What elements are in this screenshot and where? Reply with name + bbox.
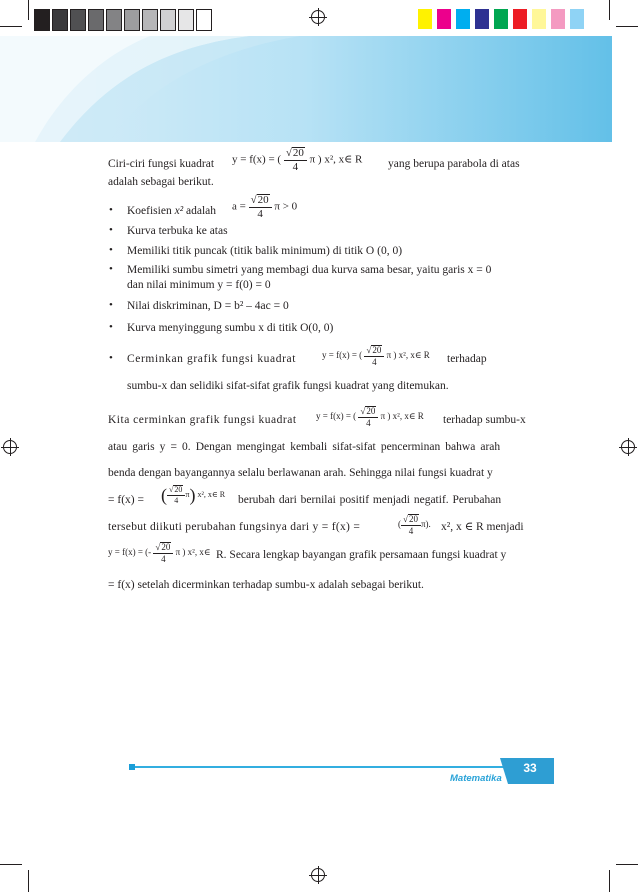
color-swatch (475, 9, 489, 29)
gray-swatch (52, 9, 68, 31)
gray-swatch (106, 9, 122, 31)
bullet-7-marker: • (109, 352, 113, 364)
gray-swatch (142, 9, 158, 31)
color-swatch (570, 9, 584, 29)
bullet-4-marker: • (109, 263, 113, 275)
eq-y: y = f(x) = ( (232, 153, 282, 166)
b1-text: Koefisien (127, 205, 172, 217)
denominator: 4 (161, 554, 166, 564)
gray-swatch (160, 9, 176, 31)
bullet-4-line-2: dan nilai minimum y = f(0) = 0 (127, 279, 271, 291)
bullet-7-line-2: sumbu-x dan selidiki sifat-sifat grafik fungsi kuadrat yang ditemukan. (127, 380, 449, 392)
gray-swatch (34, 9, 50, 31)
pi: π (386, 350, 392, 361)
para-line-1-tail: terhadap sumbu-x (443, 414, 526, 426)
bullet-7: Cerminkan grafik fungsi kuadrat (127, 353, 297, 365)
intro-tail: yang berupa parabola di atas (388, 158, 520, 170)
fraction: $\frac{√20}{4}$ (364, 345, 384, 367)
footer-subject: Matematika (450, 773, 502, 784)
eq-close: ). (425, 519, 431, 530)
eq-x2: x², x∈ (187, 547, 211, 558)
eq-y-neg: y = f(x) = (- (108, 547, 152, 558)
page-number: 33 (523, 761, 537, 775)
para-line-7: = f(x) setelah dicerminkan terhadap sumbu-x adalah sebagai berikut. (108, 579, 424, 591)
bullet-7-equation (322, 345, 430, 367)
para-line-1: Kita cerminkan grafik fungsi kuadrat (108, 414, 297, 426)
eq-domain: ) x², x∈ R (317, 153, 363, 166)
para-line-2: atau garis y = 0. Dengan mengingat kembali sifat-sifat pencerminan bahwa arah (108, 441, 501, 453)
sqrt-arg: 20 (372, 345, 382, 355)
b1-x2: x² (174, 205, 184, 217)
header-band (0, 36, 612, 142)
gray-swatch (88, 9, 104, 31)
registration-mark-left (3, 440, 17, 454)
denominator: 4 (366, 418, 371, 428)
registration-mark-right (621, 440, 635, 454)
para-line-5-tail: x², x ∈ R menjadi (441, 521, 524, 533)
eq-a: a = (232, 200, 246, 213)
fraction: $\frac{√20}{4}$ (249, 194, 272, 220)
fraction: $\frac{√20}{4}$ (401, 514, 421, 536)
pi: π (175, 547, 181, 558)
color-swatch (437, 9, 451, 29)
b1-mid: adalah (186, 205, 217, 217)
denominator: 4 (292, 161, 299, 173)
para-line-3: benda dengan bayangannya selalu berlawanan arah. Sehingga nilai fungsi kuadrat y (108, 467, 493, 479)
bullet-7-tail: terhadap (447, 353, 487, 365)
color-swatch (418, 9, 432, 29)
bullet-6-marker: • (109, 321, 113, 333)
gray-swatch (196, 9, 212, 31)
bullet-4: Memiliki sumbu simetri yang membagi dua kurva sama besar, yaitu garis x = 0 (127, 264, 492, 276)
eq-domain: ) x², x∈ R (393, 350, 430, 361)
gray-swatch (178, 9, 194, 31)
sqrt-arg: 20 (408, 514, 418, 524)
pi: π (309, 153, 316, 166)
color-swatch (513, 9, 527, 29)
color-swatch (532, 9, 546, 29)
para-line-4-tail: berubah dari bernilai positif menjadi negatif. Perubahan (238, 494, 502, 506)
sqrt-arg: 20 (174, 485, 183, 494)
para-line-4-equation: ( $\frac{√20}{4}$ π) x², x∈ R (161, 485, 226, 505)
intro-line-2: adalah sebagai berikut. (108, 176, 214, 188)
para-line-5-equation: ( $\frac{√20}{4}$ π). (398, 514, 431, 536)
eq-gt: > 0 (282, 200, 298, 213)
eq-y: y = f(x) = ( (322, 350, 363, 361)
intro-line-1 (108, 157, 214, 171)
color-swatch (456, 9, 470, 29)
bullet-1-marker: • (109, 204, 113, 216)
denominator: 4 (174, 496, 179, 505)
registration-mark-top (311, 10, 325, 24)
pi: π (420, 519, 426, 530)
bullet-2-marker: • (109, 224, 113, 236)
bullet-6: Kurva menyinggung sumbu x di titik O(0, 0) (127, 322, 334, 334)
color-swatch (494, 9, 508, 29)
sqrt-arg: 20 (366, 406, 376, 416)
fraction: $\frac{√20}{4}$ (358, 406, 378, 428)
gray-swatch (124, 9, 140, 31)
denominator: 4 (408, 526, 414, 536)
bullet-5: Nilai diskriminan, D = b² – 4ac = 0 (127, 300, 289, 312)
fraction: $\frac{√20}{4}$ (167, 485, 185, 505)
pi: π (185, 489, 190, 499)
eq-y: y = f(x) = ( (316, 411, 357, 422)
denominator: 4 (257, 208, 263, 220)
eq-domain: ) x², x∈ R (387, 411, 424, 422)
footer-rule (132, 766, 505, 768)
gray-swatch (70, 9, 86, 31)
para-line-5: tersebut diikuti perubahan fungsinya dari y = f(x) = (108, 521, 361, 533)
sqrt-arg: 20 (161, 542, 171, 552)
pi: π (380, 411, 386, 422)
para-line-4: = f(x) = (108, 494, 144, 506)
sqrt-arg: 20 (292, 147, 304, 159)
bullet-1 (127, 204, 216, 218)
fraction: $\frac{√20}{4}$ (284, 147, 307, 173)
denominator: 4 (372, 357, 377, 367)
para-line-6-tail: R. Secara lengkap bayangan grafik persamaan fungsi kuadrat y (216, 549, 507, 561)
pi: π (274, 200, 280, 213)
bullet-5-marker: • (109, 299, 113, 311)
registration-mark-bottom (311, 868, 325, 882)
bullet-2: Kurva terbuka ke atas (127, 225, 228, 237)
bullet-3: Memiliki titik puncak (titik balik minimum) di titik O (0, 0) (127, 245, 403, 257)
footer-rule-marker (129, 764, 135, 770)
eq-domain: x², x∈ R (197, 489, 226, 499)
para-line-6-equation: y = f(x) = (- $\frac{√20}{4}$ π ) x², x∈ (108, 542, 211, 564)
fraction: $\frac{√20}{4}$ (153, 542, 173, 564)
color-swatch (551, 9, 565, 29)
para-line-1-equation (316, 406, 424, 428)
bullet-3-marker: • (109, 244, 113, 256)
header-wave-graphic (0, 36, 612, 142)
intro-lead: Ciri-ciri fungsi kuadrat (108, 158, 215, 170)
bullet-1-equation (232, 194, 297, 220)
intro-equation (232, 147, 362, 173)
sqrt-arg: 20 (257, 194, 269, 206)
